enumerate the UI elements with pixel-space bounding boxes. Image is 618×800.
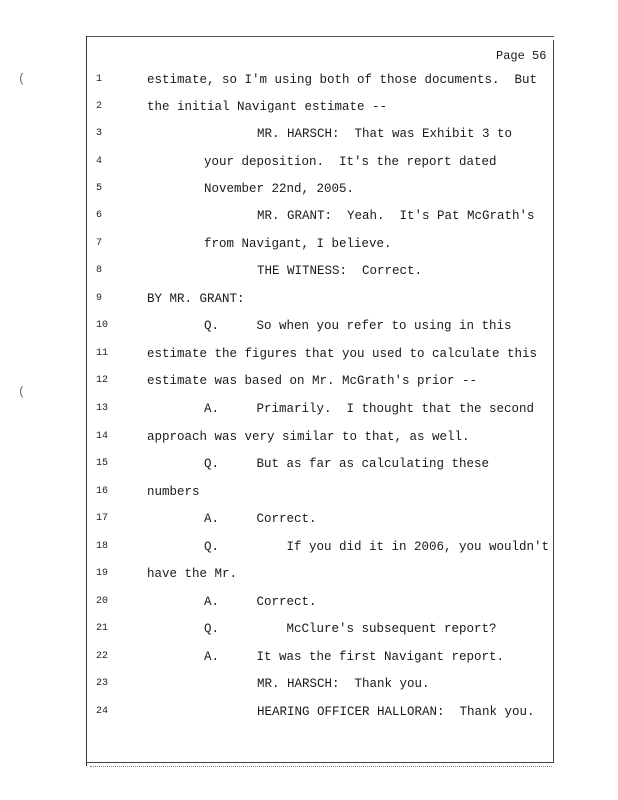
line-text: your deposition. It's the report dated (204, 155, 497, 169)
line-number: 12 (96, 375, 109, 386)
line-text: MR. HARSCH: Thank you. (257, 677, 430, 691)
transcript-line (0, 650, 618, 670)
line-number: 7 (96, 238, 103, 249)
line-number: 3 (96, 128, 103, 139)
line-text: numbers (147, 485, 200, 499)
page-border-bottom (86, 762, 554, 763)
line-number: 18 (96, 541, 109, 552)
footer-rule (90, 766, 552, 768)
transcript-line (0, 512, 618, 532)
transcript-line (0, 595, 618, 615)
line-text: MR. HARSCH: That was Exhibit 3 to (257, 127, 513, 141)
line-number: 2 (96, 101, 103, 112)
line-number: 4 (96, 156, 103, 167)
transcript-line (0, 430, 618, 450)
line-text: estimate was based on Mr. McGrath's prior -- (147, 374, 478, 388)
transcript-line (0, 100, 618, 120)
transcript-line (0, 567, 618, 587)
line-text: THE WITNESS: Correct. (257, 264, 423, 278)
line-text: November 22nd, 2005. (204, 182, 355, 196)
page-number: Page 56 (496, 49, 547, 63)
line-number: 14 (96, 431, 109, 442)
transcript-line (0, 237, 618, 257)
line-number: 9 (96, 293, 103, 304)
line-number: 15 (96, 458, 109, 469)
scan-mark: ( (18, 385, 26, 399)
line-number: 11 (96, 348, 109, 359)
line-text: A. Correct. (204, 595, 317, 609)
line-number: 19 (96, 568, 109, 579)
transcript-line (0, 402, 618, 422)
line-text: HEARING OFFICER HALLORAN: Thank you. (257, 705, 535, 719)
line-number: 5 (96, 183, 103, 194)
line-number: 13 (96, 403, 109, 414)
transcript-line (0, 677, 618, 697)
transcript-line (0, 457, 618, 477)
line-text: Q. McClure's subsequent report? (204, 622, 497, 636)
transcript-line (0, 347, 618, 367)
line-text: approach was very similar to that, as well. (147, 430, 470, 444)
line-text: A. Correct. (204, 512, 317, 526)
line-text: BY MR. GRANT: (147, 292, 245, 306)
transcript-line (0, 73, 618, 93)
transcript-line (0, 264, 618, 284)
line-text: estimate the figures that you used to calculate this (147, 347, 538, 361)
transcript-line (0, 374, 618, 394)
transcript-line (0, 319, 618, 339)
line-number: 16 (96, 486, 109, 497)
line-number: 24 (96, 706, 109, 717)
scan-mark: ( (18, 72, 26, 86)
line-text: the initial Navigant estimate -- (147, 100, 388, 114)
line-number: 17 (96, 513, 109, 524)
page-border-top (86, 36, 554, 37)
line-text: Q. If you did it in 2006, you wouldn't (204, 540, 550, 554)
line-number: 23 (96, 678, 109, 689)
line-text: A. It was the first Navigant report. (204, 650, 505, 664)
line-text: Q. But as far as calculating these (204, 457, 490, 471)
line-number: 1 (96, 74, 103, 85)
line-number: 21 (96, 623, 109, 634)
line-number: 6 (96, 210, 103, 221)
line-text: have the Mr. (147, 567, 238, 581)
line-text: A. Primarily. I thought that the second (204, 402, 535, 416)
transcript-line (0, 209, 618, 229)
transcript-line (0, 292, 618, 312)
transcript-line (0, 155, 618, 175)
transcript-line (0, 127, 618, 147)
line-number: 8 (96, 265, 103, 276)
transcript-line (0, 622, 618, 642)
line-text: estimate, so I'm using both of those documents. But (147, 73, 538, 87)
line-number: 10 (96, 320, 109, 331)
line-text: MR. GRANT: Yeah. It's Pat McGrath's (257, 209, 535, 223)
transcript-line (0, 705, 618, 725)
transcript-line (0, 485, 618, 505)
line-number: 22 (96, 651, 109, 662)
line-text: from Navigant, I believe. (204, 237, 392, 251)
line-text: Q. So when you refer to using in this (204, 319, 512, 333)
line-number: 20 (96, 596, 109, 607)
transcript-line (0, 182, 618, 202)
transcript-line (0, 540, 618, 560)
